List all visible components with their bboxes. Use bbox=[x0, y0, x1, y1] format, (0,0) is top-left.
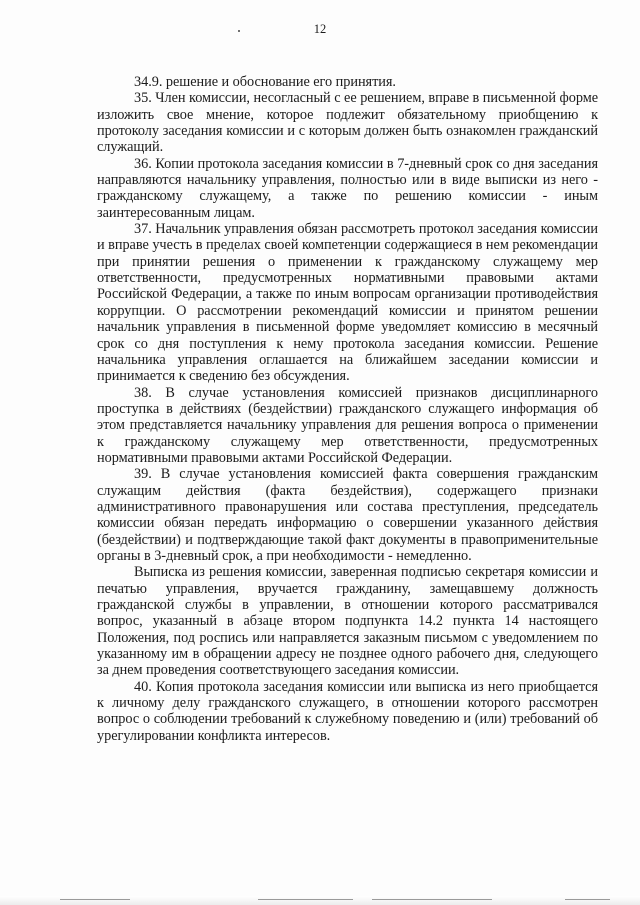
scan-artifact-line bbox=[258, 899, 353, 900]
paragraph-40: 40. Копия протокола заседания комиссии или выписка из него приобщается к личному делу гражданского служащего, в отношении которого рассмотрен вопрос о соблюдении требований к служебному поведению и (или) требований об урегулировании конфликта интересов. bbox=[97, 678, 598, 744]
scan-artifact-line bbox=[565, 899, 610, 900]
paragraph-35: 35. Член комиссии, несогласный с ее решением, вправе в письменной форме изложить свое мнение, которое подлежит обязательному приобщению к протоколу заседания комиссии и с которым должен быть ознакомлен гражданский служащий. bbox=[97, 90, 598, 156]
paragraph-37: 37. Начальник управления обязан рассмотреть протокол заседания комиссии и вправе учесть в пределах своей компетенции содержащиеся в нем рекомендации при принятии решения о применении к гражданскому служащему мер ответственности, предусмотренных нормативными правовыми актами Российской Федерации, а также по иным вопросам организации противодействия коррупции. О рассмотрении рекомендаций комиссии и принятом решении начальник управления в письменной форме уведомляет комиссию в месячный срок со дня поступления к нему протокола заседания комиссии. Решение начальника управления оглашается на ближайшем заседании комиссии и принимается к сведению без обсуждения. bbox=[97, 221, 598, 385]
scan-speck bbox=[238, 30, 240, 32]
paragraph-extract: Выписка из решения комиссии, заверенная подписью секретаря комиссии и печатью управления, вручается гражданину, замещавшему должность гражданской службы в управлении, в отношении которого рассматривался вопрос, указанный в абзаце втором подпункта 14.2 пункта 14 настоящего Положения, под роспись или направляется заказным письмом с уведомлением по указанному им в обращении адресу не позднее одного рабочего дня, следующего за днем проведения соответствующего заседания комиссии. bbox=[97, 564, 598, 679]
paragraph-39: 39. В случае установления комиссией факта совершения гражданским служащим действия (факта бездействия), содержащего признаки административного правонарушения или состава преступления, председатель комиссии обязан передать информацию о совершении указанного действия (бездействии) и подтверждающие такой факт документы в правоприменительные органы в 3-дневный срок, а при необходимости - немедленно. bbox=[97, 466, 598, 564]
page-number: 12 bbox=[313, 22, 327, 36]
scan-bottom-edge bbox=[0, 896, 640, 905]
paragraph-34-9: 34.9. решение и обоснование его принятия. bbox=[134, 74, 396, 90]
paragraph-38: 38. В случае установления комиссией признаков дисциплинарного проступка в действиях (бездействии) гражданского служащего информация об этом представляется начальнику управления для решения вопроса о применении к гражданскому служащему мер ответственности, предусмотренных нормативными правовыми актами Российской Федерации. bbox=[97, 384, 598, 466]
paragraph-36: 36. Копии протокола заседания комиссии в 7-дневный срок со дня заседания направляются начальнику управления, полностью или в виде выписки из него - гражданскому служащему, а также по решению комиссии - иным заинтересованным лицам. bbox=[97, 155, 598, 221]
scan-artifact-line bbox=[60, 899, 130, 900]
scan-artifact-line bbox=[372, 899, 492, 900]
document-body bbox=[97, 74, 598, 744]
